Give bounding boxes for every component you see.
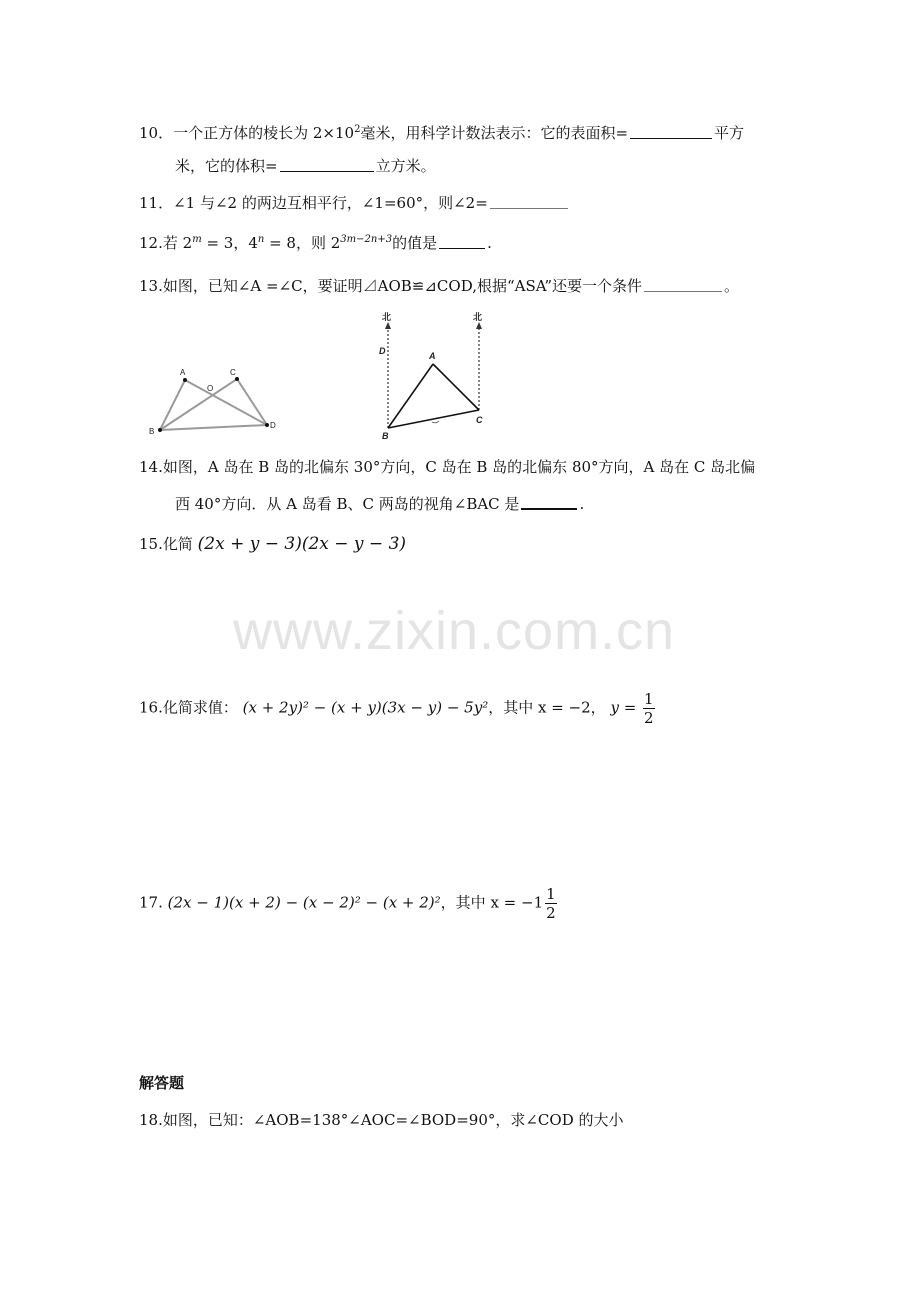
q14-end: . xyxy=(579,495,585,513)
question-14-line1 xyxy=(139,456,755,478)
q12-text-a: 12.若 xyxy=(139,234,178,252)
fig1-line-cd xyxy=(237,379,267,425)
q12-exp: 3m−2n+3 xyxy=(340,234,393,245)
q17-label: 17. xyxy=(139,893,163,912)
question-16 xyxy=(139,690,657,727)
q15-label: 15.化简 xyxy=(139,535,193,553)
q10-text-a: 10．一个正方体的棱长为 2×10 xyxy=(139,124,355,142)
figure-islands xyxy=(372,308,502,443)
fig1-point-a xyxy=(183,378,187,382)
fig2-north-label-2: 北 xyxy=(473,312,483,322)
fig1-point-c xyxy=(235,377,239,381)
q10-blank-area[interactable] xyxy=(630,123,712,139)
fig1-point-d xyxy=(265,423,269,427)
fig1-point-b xyxy=(158,428,162,432)
fig2-side-ba xyxy=(388,364,433,428)
fig1-label-d: D xyxy=(270,421,276,430)
q10-text-c: 平方 xyxy=(714,124,745,142)
fig2-arrow-c xyxy=(476,322,482,329)
q10-exponent: 2 xyxy=(354,124,361,135)
section-heading: 解答题 xyxy=(139,1074,185,1092)
q10-text-b: 毫米，用科学计数法表示：它的表面积= xyxy=(360,124,629,142)
fig1-label-c: C xyxy=(230,368,236,377)
question-10-line1 xyxy=(139,119,744,144)
fig1-label-o: O xyxy=(207,384,214,393)
q12-blank[interactable] xyxy=(439,233,485,249)
question-17 xyxy=(139,885,559,922)
figure-triangles xyxy=(145,360,280,440)
fig2-arrow-b xyxy=(385,322,391,329)
q17-numerator: 1 xyxy=(546,885,556,903)
question-18 xyxy=(139,1109,624,1131)
q10-blank-volume[interactable] xyxy=(280,156,374,172)
q10-text-e: 立方米。 xyxy=(375,157,436,175)
question-11 xyxy=(139,192,570,214)
fig2-label-d: D xyxy=(379,346,386,356)
q12-end: . xyxy=(487,234,492,252)
fig2-label-b: B xyxy=(382,431,389,441)
fig1-line-bd xyxy=(160,425,267,430)
q12-eq1: = 3，4 xyxy=(201,234,258,252)
q12-eq2: = 8，则 2 xyxy=(264,234,341,252)
q11-text: 11．∠1 与∠2 的两边互相平行，∠1=60°，则∠2= xyxy=(139,194,488,212)
q17-denominator: 2 xyxy=(546,904,556,922)
fig1-label-a: A xyxy=(180,368,186,377)
q16-expression: (x + 2y)² − (x + y)(3x − y) − 5y² xyxy=(242,698,489,717)
q10-text-d: 米，它的体积= xyxy=(175,157,278,175)
q17-condition: ，其中 x = −1 xyxy=(440,893,544,912)
q14-blank[interactable] xyxy=(521,493,577,510)
q14-text-1: 14.如图，A 岛在 B 岛的北偏东 30°方向，C 岛在 B 岛的北偏东 80°方向，A 岛在 C 岛北偏 xyxy=(139,458,756,476)
q17-expression: (2x − 1)(x + 2) − (x − 2)² − (x + 2)² xyxy=(167,893,441,912)
q16-condition: ，其中 x = −2， xyxy=(488,698,606,717)
fig2-label-c: C xyxy=(476,415,483,425)
q12-tail: 的值是 xyxy=(392,234,438,252)
q16-label: 16.化简求值： xyxy=(139,698,238,717)
question-15 xyxy=(139,533,406,555)
q16-denominator: 2 xyxy=(644,709,654,727)
fig2-side-bc xyxy=(388,410,479,428)
question-13 xyxy=(139,275,739,297)
q15-expression: (2x + y − 3)(2x − y − 3) xyxy=(197,534,407,554)
question-12 xyxy=(139,229,492,254)
q16-fraction xyxy=(643,690,655,727)
question-10-line2 xyxy=(175,155,436,177)
q12-n: n xyxy=(257,234,265,245)
q14-text-2: 西 40°方向．从 A 岛看 B、C 两岛的视角∠BAC 是 xyxy=(175,495,520,513)
fig2-north-label-1: 北 xyxy=(382,312,392,322)
fig2-side-ac xyxy=(433,364,479,410)
fig2-angle-mark xyxy=(432,421,439,423)
q12-m: m xyxy=(192,234,202,245)
q13-blank[interactable] xyxy=(644,276,722,292)
q12-base: 2 xyxy=(182,234,193,252)
watermark: www.zixin.com.cn xyxy=(233,601,676,661)
q16-numerator: 1 xyxy=(644,690,654,708)
q16-y-eq: y = xyxy=(610,698,637,717)
q17-fraction xyxy=(545,885,557,922)
q13-end: 。 xyxy=(724,277,740,295)
question-14-line2 xyxy=(175,493,584,515)
fig1-label-b: B xyxy=(149,427,155,436)
q11-blank[interactable] xyxy=(490,193,568,209)
fig2-label-a: A xyxy=(429,351,436,361)
q18-text: 18.如图，已知：∠AOB=138°∠AOC=∠BOD=90°，求∠COD 的大小 xyxy=(139,1111,624,1129)
q13-text: 13.如图，已知∠A =∠C，要证明⊿AOB≌⊿COD,根据“ASA”还要一个条件 xyxy=(139,277,643,295)
